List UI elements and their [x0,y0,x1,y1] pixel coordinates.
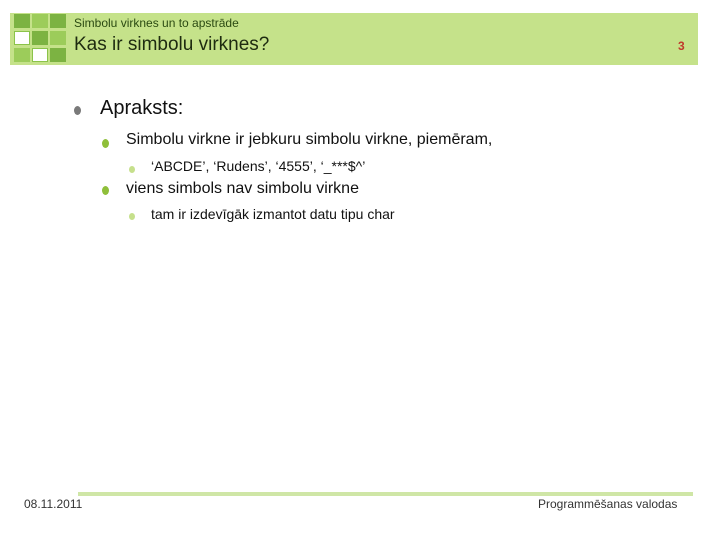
bullet-light-green-icon [129,213,135,220]
page-number: 3 [678,39,685,53]
slide-title: Kas ir simbolu virknes? [74,34,270,55]
footer-date: 08.11.2011 [24,497,83,511]
slide-subtitle: Simbolu virknes un to apstrāde [74,16,239,30]
bullet-gray-icon [74,106,81,115]
logo-square [32,31,48,45]
logo-square [14,14,30,28]
bullet-light-green-icon [129,166,135,173]
bullet-text-level3: ‘ABCDE’, ‘Rudens’, ‘4555’, ‘_***$^’ [151,158,366,174]
footer-title: Programmēšanas valodas [538,497,678,511]
bullet-green-icon [102,186,109,195]
bullet-green-icon [102,139,109,148]
logo-square [32,14,48,28]
logo-square [14,48,30,62]
logo-square [50,14,66,28]
logo-square [50,31,66,45]
bullet-text-level2: Simbolu virkne ir jebkuru simbolu virkne, piemēram, [126,131,493,148]
bullet-text-level2: viens simbols nav simbolu virkne [126,180,359,197]
logo-grid-icon [12,14,68,64]
logo-square [50,48,66,62]
bullet-text-level3: tam ir izdevīgāk izmantot datu tipu char [151,206,395,222]
footer-divider [78,492,693,496]
logo-square [14,31,30,45]
logo-square [32,48,48,62]
bullet-text-level1: Apraksts: [100,97,184,119]
